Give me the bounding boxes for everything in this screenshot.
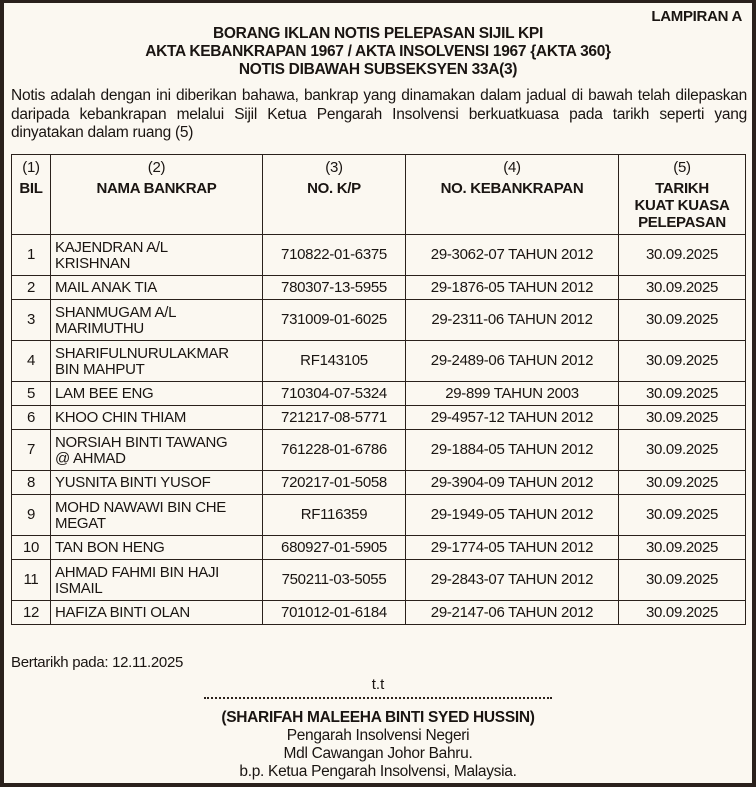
cell-case-no: 29-1774-05 TAHUN 2012	[406, 536, 619, 560]
bankrupt-table	[11, 154, 746, 625]
column-header-bil: (1) BIL	[12, 155, 51, 235]
name-line: MAIL ANAK TIA	[55, 278, 157, 296]
cell-ic: 710304-07-5324	[263, 382, 406, 406]
cell-bil: 9	[12, 495, 51, 536]
table-row	[12, 276, 746, 300]
table-row	[12, 300, 746, 341]
name-line: SHARIFULNURULAKMAR	[55, 345, 229, 362]
cell-name	[51, 300, 263, 341]
cell-case-no: 29-4957-12 TAHUN 2012	[406, 406, 619, 430]
cell-ic: 710822-01-6375	[263, 235, 406, 276]
signature-block	[0, 709, 756, 781]
cell-ic: 680927-01-5905	[263, 536, 406, 560]
cell-name	[51, 601, 263, 625]
cell-bil: 2	[12, 276, 51, 300]
name-line: LAM BEE ENG	[55, 384, 154, 402]
name-line: MOHD NAWAWI BIN CHE	[55, 499, 226, 516]
cell-name	[51, 536, 263, 560]
cell-case-no: 29-2843-07 TAHUN 2012	[406, 560, 619, 601]
cell-name	[51, 341, 263, 382]
cell-effective-date: 30.09.2025	[619, 341, 746, 382]
table-body	[12, 235, 746, 625]
cell-effective-date: 30.09.2025	[619, 382, 746, 406]
cell-name	[51, 406, 263, 430]
cell-ic: 721217-08-5771	[263, 406, 406, 430]
cell-name	[51, 430, 263, 471]
name-line: MARIMUTHU	[55, 320, 144, 337]
cell-effective-date: 30.09.2025	[619, 471, 746, 495]
table-header-row	[12, 155, 746, 235]
cell-effective-date: 30.09.2025	[619, 430, 746, 471]
name-line: MEGAT	[55, 515, 106, 532]
cell-effective-date: 30.09.2025	[619, 406, 746, 430]
cell-effective-date: 30.09.2025	[619, 560, 746, 601]
cell-case-no: 29-899 TAHUN 2003	[406, 382, 619, 406]
name-line: KAJENDRAN A/L	[55, 239, 168, 256]
table-row	[12, 382, 746, 406]
cell-effective-date: 30.09.2025	[619, 536, 746, 560]
signature-line	[204, 697, 552, 699]
intro-paragraph: Notis adalah dengan ini diberikan bahawa, bankrap yang dinamakan dalam jadual di bawah telah dilepaskan daripada kebankrapan melalui Sijil Ketua Pengarah Insolvensi berkuatkuasa pada tarikh seperti yang dinyatakan dalam ruang (5)	[11, 87, 747, 141]
column-header-effective-date: (5) TARIKH KUAT KUASA PELEPASAN	[619, 155, 746, 235]
cell-ic: 780307-13-5955	[263, 276, 406, 300]
cell-name	[51, 276, 263, 300]
cell-bil: 1	[12, 235, 51, 276]
table-row	[12, 406, 746, 430]
table-row	[12, 341, 746, 382]
column-header-name: (2) NAMA BANKRAP	[51, 155, 263, 235]
title-line: AKTA KEBANKRAPAN 1967 / AKTA INSOLVENSI 1967 {AKTA 360}	[145, 43, 611, 60]
cell-bil: 8	[12, 471, 51, 495]
name-line: HAFIZA BINTI OLAN	[55, 603, 190, 621]
signatory-name: (SHARIFAH MALEEHA BINTI SYED HUSSIN)	[221, 709, 535, 726]
signatory-authority: b.p. Ketua Pengarah Insolvensi, Malaysia.	[239, 763, 517, 780]
cell-ic: RF116359	[263, 495, 406, 536]
cell-bil: 11	[12, 560, 51, 601]
cell-bil: 3	[12, 300, 51, 341]
cell-effective-date: 30.09.2025	[619, 300, 746, 341]
signatory-position: Pengarah Insolvensi Negeri	[286, 727, 470, 744]
cell-effective-date: 30.09.2025	[619, 235, 746, 276]
cell-bil: 10	[12, 536, 51, 560]
cell-effective-date: 30.09.2025	[619, 276, 746, 300]
cell-effective-date: 30.09.2025	[619, 495, 746, 536]
cell-case-no: 29-3062-07 TAHUN 2012	[406, 235, 619, 276]
cell-case-no: 29-3904-09 TAHUN 2012	[406, 471, 619, 495]
table-row	[12, 495, 746, 536]
cell-ic: 731009-01-6025	[263, 300, 406, 341]
signed-mark: t.t	[371, 676, 385, 693]
cell-ic: 701012-01-6184	[263, 601, 406, 625]
cell-name	[51, 560, 263, 601]
dated-line: Bertarikh pada: 12.11.2025	[11, 654, 184, 671]
appendix-label: LAMPIRAN A	[651, 8, 742, 25]
name-line: NORSIAH BINTI TAWANG	[55, 434, 228, 451]
cell-ic: 720217-01-5058	[263, 471, 406, 495]
name-line: YUSNITA BINTI YUSOF	[55, 473, 211, 491]
table-row	[12, 430, 746, 471]
cell-bil: 5	[12, 382, 51, 406]
column-header-ic: (3) NO. K/P	[263, 155, 406, 235]
name-line: KRISHNAN	[55, 255, 131, 272]
cell-ic: 750211-03-5055	[263, 560, 406, 601]
cell-name	[51, 495, 263, 536]
table-row	[12, 560, 746, 601]
table-row	[12, 536, 746, 560]
cell-name	[51, 471, 263, 495]
cell-name	[51, 382, 263, 406]
cell-ic: 761228-01-6786	[263, 430, 406, 471]
cell-name	[51, 235, 263, 276]
name-line: KHOO CHIN THIAM	[55, 408, 187, 426]
title-line: NOTIS DIBAWAH SUBSEKSYEN 33A(3)	[238, 61, 518, 78]
name-line: SHANMUGAM A/L	[55, 304, 177, 321]
notice-title	[0, 25, 756, 79]
cell-case-no: 29-2311-06 TAHUN 2012	[406, 300, 619, 341]
name-line: @ AHMAD	[55, 450, 126, 467]
cell-case-no: 29-1884-05 TAHUN 2012	[406, 430, 619, 471]
cell-bil: 7	[12, 430, 51, 471]
table-row	[12, 235, 746, 276]
cell-case-no: 29-2489-06 TAHUN 2012	[406, 341, 619, 382]
column-header-case-no: (4) NO. KEBANKRAPAN	[406, 155, 619, 235]
table-row	[12, 601, 746, 625]
name-line: AHMAD FAHMI BIN HAJI	[55, 564, 220, 581]
name-line: TAN BON HENG	[55, 538, 165, 556]
table-row	[12, 471, 746, 495]
name-line: ISMAIL	[55, 580, 103, 597]
title-line: BORANG IKLAN NOTIS PELEPASAN SIJIL KPI	[213, 25, 543, 42]
name-line: BIN MAHPUT	[55, 361, 145, 378]
cell-case-no: 29-1876-05 TAHUN 2012	[406, 276, 619, 300]
cell-ic: RF143105	[263, 341, 406, 382]
signatory-office: Mdl Cawangan Johor Bahru.	[283, 745, 473, 762]
cell-effective-date: 30.09.2025	[619, 601, 746, 625]
cell-case-no: 29-2147-06 TAHUN 2012	[406, 601, 619, 625]
cell-bil: 4	[12, 341, 51, 382]
cell-case-no: 29-1949-05 TAHUN 2012	[406, 495, 619, 536]
cell-bil: 12	[12, 601, 51, 625]
cell-bil: 6	[12, 406, 51, 430]
